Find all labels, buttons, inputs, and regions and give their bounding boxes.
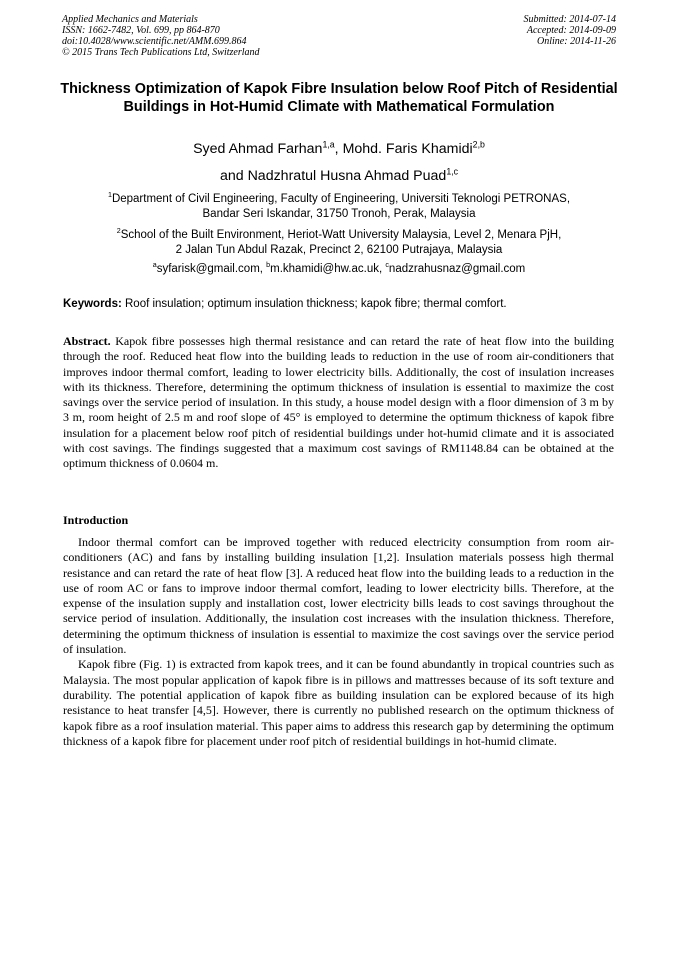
affiliation-2 [40, 228, 638, 258]
author-affil-mark: 1,c [446, 166, 459, 177]
email-address: nadzrahusnaz@gmail.com [388, 263, 526, 275]
author-separator: , [334, 141, 343, 157]
email-separator: , [259, 263, 267, 275]
email-mark: a [152, 261, 157, 270]
author-emails [40, 263, 638, 275]
journal-info [62, 14, 260, 58]
section-heading-introduction: Introduction [63, 513, 129, 527]
author-line-1 [40, 141, 638, 157]
submitted-date: Submitted: 2014-07-14 [523, 14, 616, 25]
keywords-text: Roof insulation; optimum insulation thickness; kapok fibre; thermal comfort. [125, 298, 507, 310]
keywords [63, 298, 619, 310]
copyright-line: © 2015 Trans Tech Publications Ltd, Switzerland [62, 47, 260, 58]
author-name: Syed Ahmad Farhan [193, 141, 323, 157]
paragraph: Kapok fibre (Fig. 1) is extracted from kapok trees, and it can be found abundantly in tropical countries such as Malaysia. The most popular application of kapok fibre is in pillows and mattresses because of its soft texture and durability. The potential application of kapok fibre as building insulation can be explored because of its high resistance to heat transfer [4,5]. However, there is currently no published research on the optimum thickness of kapok fibre as a roof insulation material. This paper aims to address this research gap by determining the optimum thickness of a kapok fibre for placement under roof pitch of residential buildings in hot-humid climate. [63, 657, 614, 748]
affiliation-mark: 1 [107, 191, 112, 200]
affiliation-1 [40, 192, 638, 222]
author-line-2 [40, 168, 638, 184]
keywords-label: Keywords: [63, 298, 122, 310]
doi-line: doi:10.4028/www.scientific.net/AMM.699.864 [62, 36, 247, 47]
affiliation-line: 2 Jalan Tun Abdul Razak, Precinct 2, 62100 Putrajaya, Malaysia [175, 244, 503, 256]
email-address: m.khamidi@hw.ac.uk [270, 263, 379, 275]
abstract [63, 334, 614, 472]
affiliation-line: Bandar Seri Iskandar, 31750 Tronoh, Perak, Malaysia [202, 208, 476, 220]
introduction-body [63, 535, 614, 749]
email-mark: b [266, 261, 271, 270]
online-date: Online: 2014-11-26 [537, 36, 616, 47]
abstract-label: Abstract. [63, 334, 111, 348]
author-affil-mark: 1,a [322, 139, 335, 150]
affiliation-line: Department of Civil Engineering, Faculty of Engineering, Universiti Teknologi PETRONAS, [111, 193, 571, 205]
accepted-date: Accepted: 2014-09-09 [526, 25, 616, 36]
author-name: Nadzhratul Husna Ahmad Puad [247, 168, 447, 184]
email-separator: , [378, 263, 386, 275]
author-name: Mohd. Faris Khamidi [342, 141, 473, 157]
dates-info [524, 14, 617, 47]
email-address: syfarisk@gmail.com [156, 263, 260, 275]
author-affil-mark: 2,b [472, 139, 485, 150]
abstract-text: Kapok fibre possesses high thermal resistance and can retard the rate of heat flow into the building through the roof. Reduced heat flow into the building leads to reduction in the use of room air-conditioners that improves indoor thermal comfort, leading to lower electricity bills. Additionally, the cost of insulation increases with its thickness. Therefore, determining the optimum thickness of insulation is essential to maximize the cost savings over the service period of insulation. In this study, a house model design with a floor dimension of 3 m by 3 m, room height of 2.5 m and roof slope of 45° is employed to determine the optimum thickness of kapok fibre insulation for a placement below roof pitch of residential buildings under hot-humid climate and it is associated with cost savings. The findings suggested that a maximum cost savings of RM1148.84 can be obtained at the optimum thickness of 0.0604 m. [63, 334, 614, 471]
author-conjunction: and [219, 168, 248, 184]
paper-title: Thickness Optimization of Kapok Fibre Insulation below Roof Pitch of Residential Buildings in Hot-Humid Climate with Mathematical Formulation [60, 81, 618, 115]
issn-line: ISSN: 1662-7482, Vol. 699, pp 864-870 [62, 25, 220, 36]
affiliation-line: School of the Built Environment, Heriot-Watt University Malaysia, Level 2, Menara PjH, [120, 229, 562, 241]
email-mark: c [385, 261, 389, 270]
affiliation-mark: 2 [116, 227, 121, 236]
journal-name: Applied Mechanics and Materials [62, 14, 198, 25]
paragraph: Indoor thermal comfort can be improved together with reduced electricity consumption from room air-conditioners (AC) and fans by installing building insulation [1,2]. Insulation materials possess high thermal resistance and can retard the rate of heat flow [3]. A reduced heat flow into the building leads to a reduction in the use of room AC or fans to improve indoor thermal comfort, leading to lower electricity bills. Therefore, at the expense of the insulation supply and installation cost, lower electricity bills leads to cost savings throughout the service period of insulation. Additionally, the insulation cost increases with the insulation thickness. Therefore, determining the optimum thickness of insulation is essential to maximize the cost savings over the service period of insulation. [63, 535, 614, 657]
